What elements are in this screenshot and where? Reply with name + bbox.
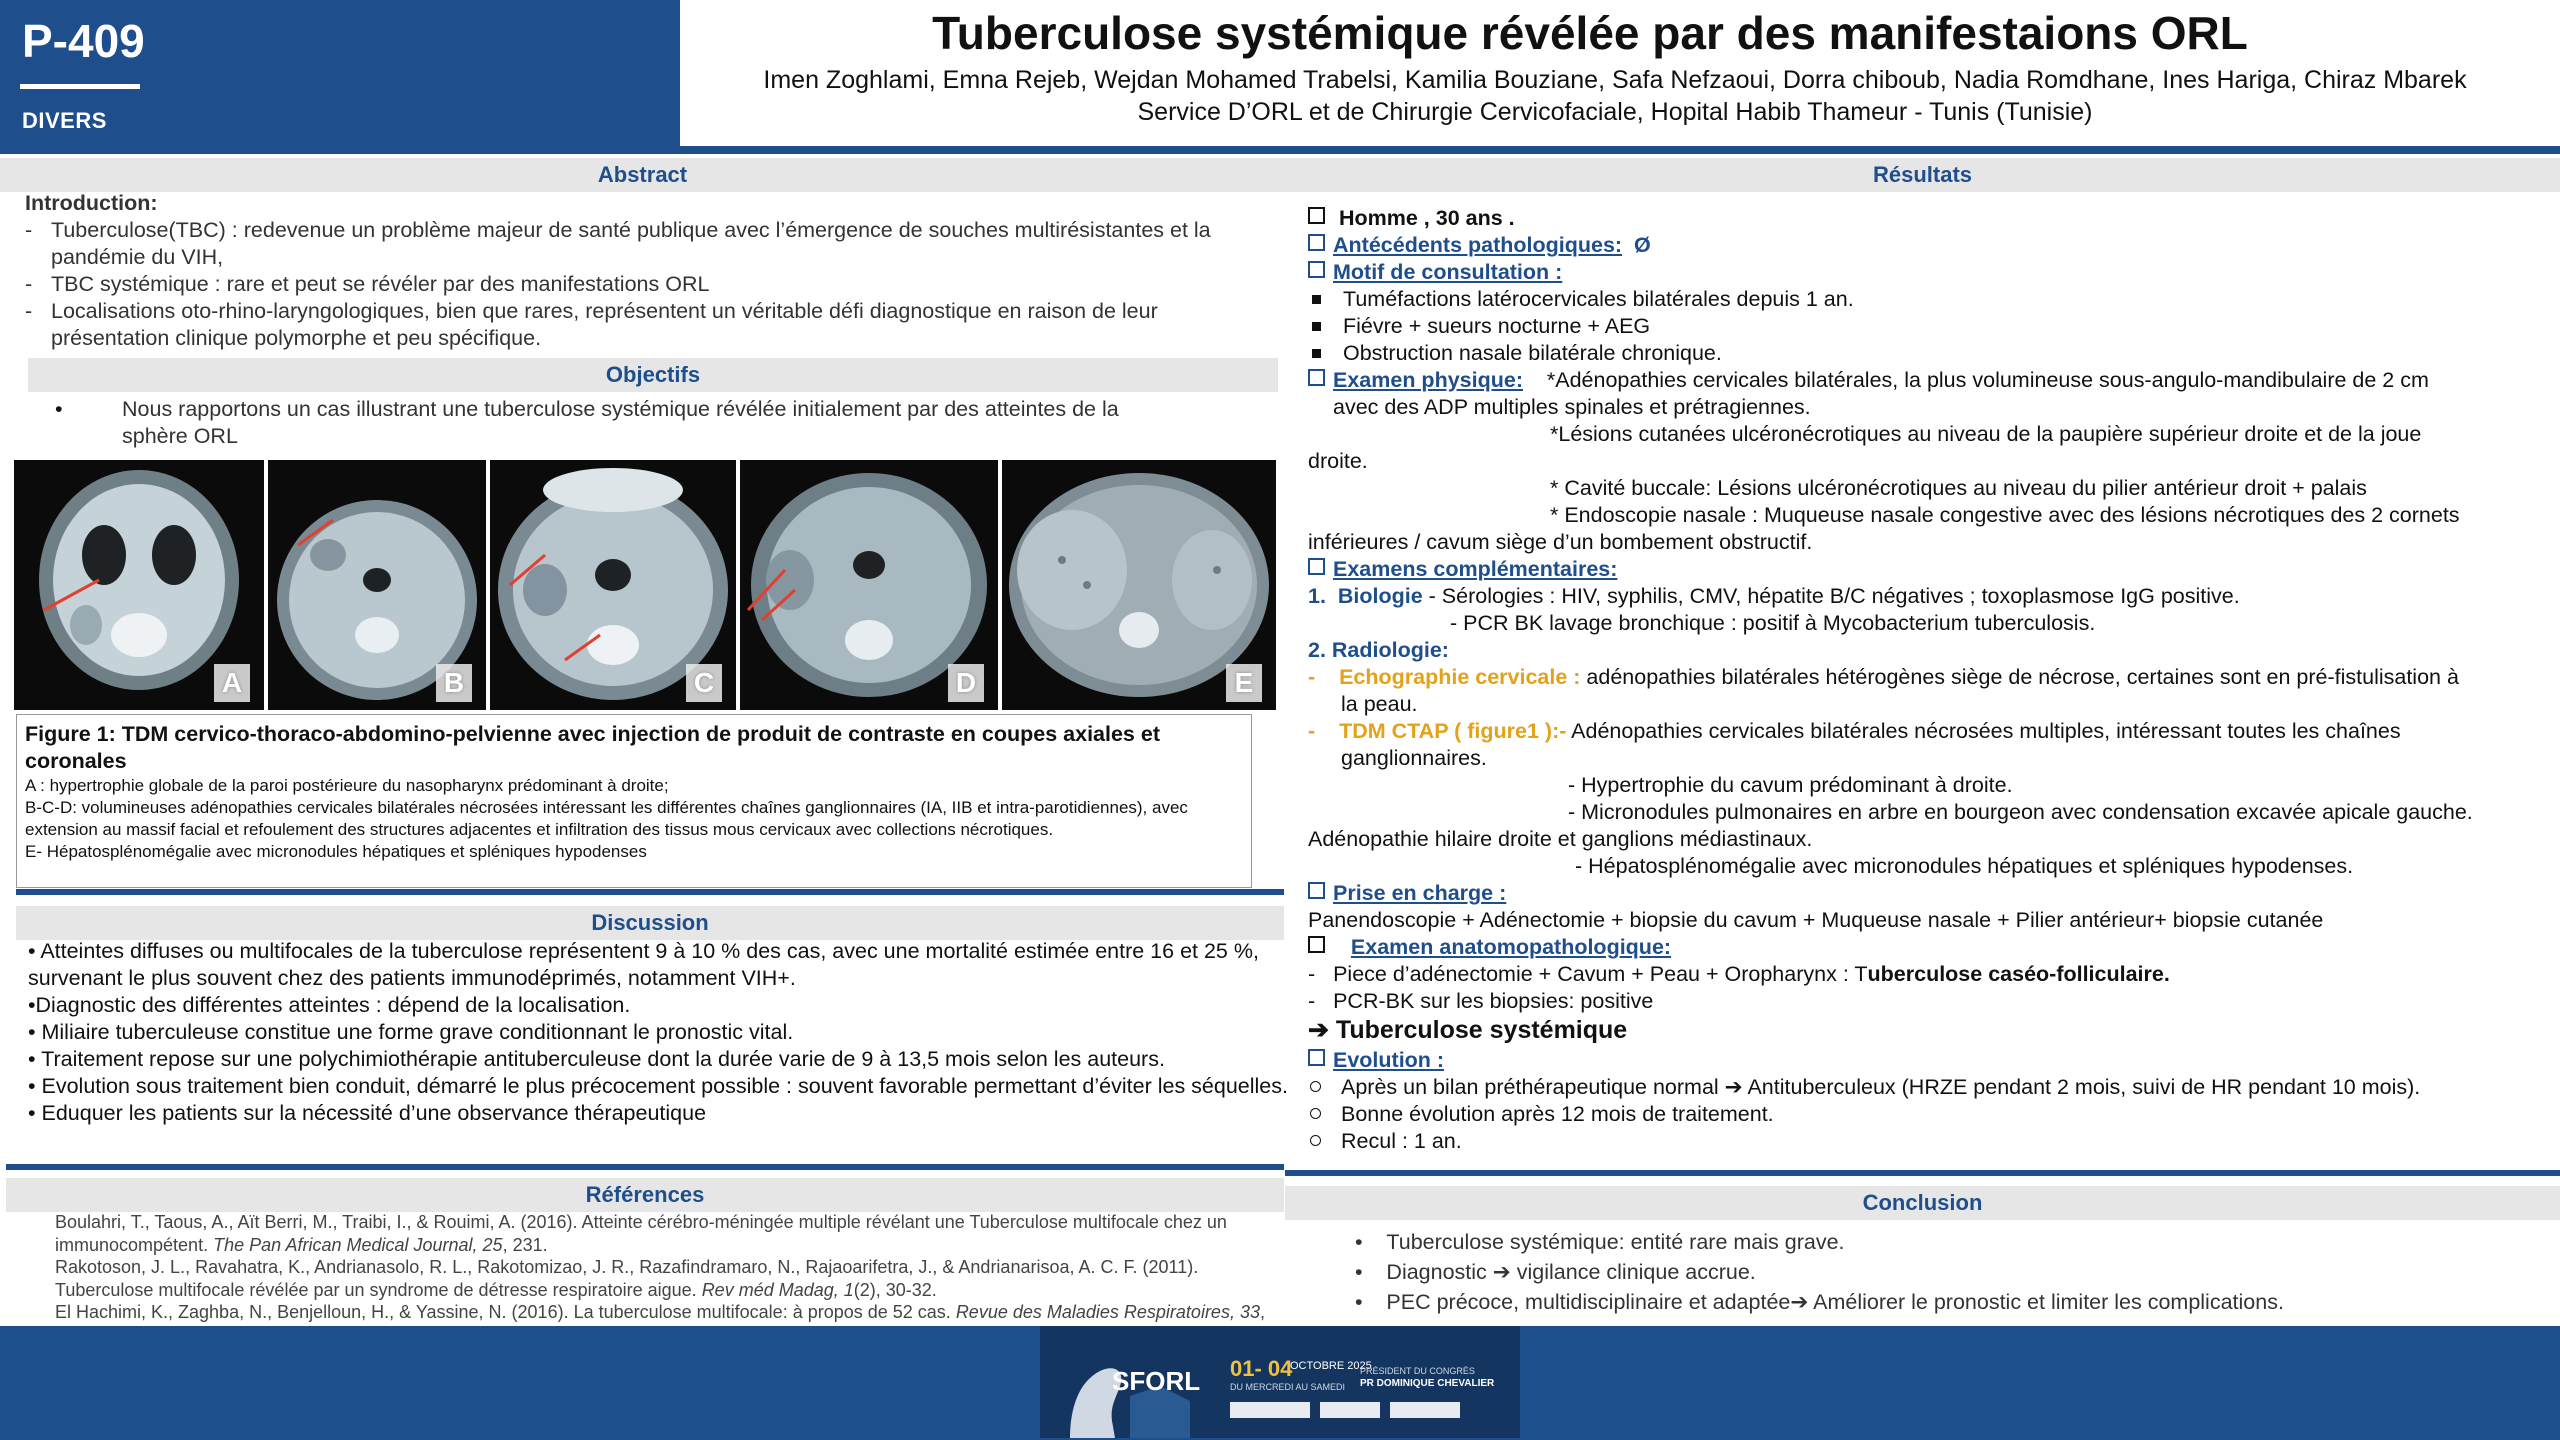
figure-label-a: A xyxy=(214,664,250,702)
examen-line: * Cavité buccale: Lésions ulcéronécrotiques au niveau du pilier antérieur droit + palais xyxy=(1550,476,2367,500)
motif-item: Tuméfactions latérocervicales bilatérales depuis 1 an. xyxy=(1308,286,1854,313)
authors: Imen Zoghlami, Emna Rejeb, Wejdan Mohamed Trabelsi, Kamilia Bouziane, Safa Nefzaoui, Dorra chiboub, Nadia Romdhane, Ines Hariga, Chiraz Mbarek xyxy=(763,66,2467,94)
discussion-item: •Diagnostic des différentes atteintes : dépend de la localisation. xyxy=(28,993,631,1017)
intro-list xyxy=(25,217,1275,352)
sponsor-logo xyxy=(1230,1402,1310,1418)
conclusion-list xyxy=(1355,1227,2535,1317)
objectifs-heading: Objectifs xyxy=(28,358,1278,392)
figure-caption-line: E- Hépatosplénomégalie avec micronodules hépatiques et spléniques hypodenses xyxy=(25,842,647,861)
conclusion-item: • Tuberculose systémique: entité rare mais grave. xyxy=(1355,1230,1845,1254)
poster-authors-block xyxy=(690,64,2540,128)
tdm-line: - Hépatosplénomégalie avec micronodules hépatiques et spléniques hypodenses. xyxy=(1575,854,2354,878)
discussion-item: • Eduquer les patients sur la nécessité d’une observance thérapeutique xyxy=(28,1101,707,1125)
tdm-line: - Micronodules pulmonaires en arbre en bourgeon avec condensation excavée apicale gauche. xyxy=(1568,800,2473,824)
conclusion-item: • Diagnostic ➔ vigilance clinique accrue. xyxy=(1355,1260,1756,1284)
examen-line: * Endoscopie nasale : Muqueuse nasale congestive avec des lésions nécrotiques des 2 cornets xyxy=(1550,503,2460,527)
echo-line: la peau. xyxy=(1341,692,1418,716)
congress-brand: SFORL xyxy=(1112,1366,1201,1396)
affiliation: Service D’ORL et de Chirurgie Cervicofaciale, Hopital Habib Thameur - Tunis (Tunisie) xyxy=(1137,98,2093,126)
examen-line: droite. xyxy=(1308,449,1368,473)
congress-dates: 01- 04 xyxy=(1230,1356,1293,1381)
tdm-line: ganglionnaires. xyxy=(1341,746,1487,770)
intro-item: - Localisations oto-rhino-laryngologiques, bien que rares, représentent un véritable défi diagnostique en raison de leur présentation clinique polymorphe et peu spécifique. xyxy=(25,298,1275,352)
conclusion-heading: Conclusion xyxy=(1285,1186,2560,1220)
congress-days: DU MERCREDI AU SAMEDI xyxy=(1230,1382,1346,1392)
radiologie-label: 2. Radiologie: xyxy=(1308,638,1449,662)
discussion-item: • Miliaire tuberculeuse constitue une forme grave conditionnant le pronostic vital. xyxy=(28,1020,794,1044)
discussion-list xyxy=(28,938,1288,1127)
motif-label: Motif de consultation : xyxy=(1308,259,1562,286)
anapath-item: - PCR-BK sur les biopsies: positive xyxy=(1308,989,1654,1013)
prise-en-charge-text: Panendoscopie + Adénectomie + biopsie du cavum + Muqueuse nasale + Pilier antérieur+ biopsie cutanée xyxy=(1308,908,2324,932)
ct-image-b xyxy=(268,460,486,710)
president-label: PRÉSIDENT DU CONGRÈS xyxy=(1360,1366,1475,1376)
tdm-line: Adénopathie hilaire droite et ganglions médiastinaux. xyxy=(1308,827,1813,851)
examen-line: avec des ADP multiples spinales et prétragiennes. xyxy=(1333,395,1811,419)
intro-item: - TBC systémique : rare et peut se révéler par des manifestations ORL xyxy=(25,271,1275,298)
tdm-line: - TDM CTAP ( figure1 ):- Adénopathies cervicales bilatérales nécrosées multiples, intéressant toutes les chaînes xyxy=(1308,719,2401,743)
poster-title: Tuberculose systémique révélée par des manifestaions ORL xyxy=(932,7,2248,59)
abstract-heading: Abstract xyxy=(0,158,1285,192)
anapath-item: - Piece d’adénectomie + Cavum + Peau + Oropharynx : Tuberculose caséo-folliculaire. xyxy=(1308,962,2170,986)
examen-line: *Lésions cutanées ulcéronécrotiques au niveau de la paupière supérieur droite et de la joue xyxy=(1550,422,2422,446)
poster-code: P-409 xyxy=(22,15,145,67)
figure-caption-line: B-C-D: volumineuses adénopathies cervicales bilatérales nécrosées intéressant les différentes chaînes ganglionnaires (IA, IIB et intra-parotidiennes), avec extension au massif facial et refoulement des structures adjacentes et infiltration des tissus mous cervicaux avec collections nécrotiques. xyxy=(25,798,1188,839)
echo-line: - Echographie cervicale : adénopathies bilatérales hétérogènes siège de nécrose, certaines sont en pré-fistulisation à xyxy=(1308,665,2459,689)
figure-caption-body xyxy=(25,775,1240,863)
evolution-label: Evolution : xyxy=(1308,1047,1444,1074)
figure-label-e: E xyxy=(1226,664,1262,702)
prise-en-charge-label: Prise en charge : xyxy=(1308,880,1506,907)
motif-item: Obstruction nasale bilatérale chronique. xyxy=(1308,340,1722,367)
discussion-divider xyxy=(16,889,1284,895)
complementaires-label: Examens complémentaires: xyxy=(1308,556,1617,583)
president-name: PR DOMINIQUE CHEVALIER xyxy=(1360,1378,1495,1389)
conclusion-divider xyxy=(1285,1170,2560,1176)
figure-caption-line: A : hypertrophie globale de la paroi postérieure du nasopharynx prédominant à droite; xyxy=(25,776,669,795)
sponsor-logo xyxy=(1320,1402,1380,1418)
conclusion-item: • PEC précoce, multidisciplinaire et adaptée➔ Améliorer le pronostic et limiter les complications. xyxy=(1355,1290,2284,1314)
discussion-item: • Evolution sous traitement bien conduit, démarré le plus précocement possible : souvent favorable permettant d’éviter les séquelles. xyxy=(28,1074,1288,1098)
ct-image-a xyxy=(14,460,264,710)
evolution-item: Recul : 1 an. xyxy=(1308,1128,1462,1155)
congress-banner xyxy=(1040,1326,1520,1438)
header-divider xyxy=(0,146,2560,154)
discussion-item: • Traitement repose sur une polychimiothérapie antituberculeuse dont la durée varie de 9 à 13,5 mois selon les auteurs. xyxy=(28,1047,1165,1071)
figure-label-c: C xyxy=(686,664,722,702)
reference-item: Boulahri, T., Taous, A., Aït Berri, M., Traibi, I., & Rouimi, A. (2016). Atteinte cérébro-méningée multiple révélant une Tuberculose multifocale chez un immunocompétent. The Pan African Medical Journal, 25, 231. xyxy=(55,1212,1227,1255)
objectifs-text: Nous rapportons un cas illustrant une tuberculose systémique révélée initialement par des atteintes de la sphère ORL xyxy=(122,397,1119,448)
discussion-item: • Atteintes diffuses ou multifocales de la tuberculose représentent 9 à 10 % des cas, avec une mortalité estimée entre 16 et 25 %, survenant le plus souvent chez des patients immunodéprimés, notamment VIH+. xyxy=(28,939,1259,990)
figure-caption-title: Figure 1: TDM cervico-thoraco-abdomino-pelvienne avec injection de produit de contraste en coupes axiales et coronales xyxy=(25,722,1160,773)
antecedents: Antécédents pathologiques: Ø xyxy=(1308,232,1651,259)
examen-line: inférieures / cavum siège d’un bombement obstructif. xyxy=(1308,530,1813,554)
evolution-item: Bonne évolution après 12 mois de traitement. xyxy=(1308,1101,1774,1128)
code-divider xyxy=(20,84,140,89)
motif-item: Fiévre + sueurs nocturne + AEG xyxy=(1308,313,1650,340)
figure-caption-box xyxy=(16,714,1252,888)
biologie-line: - PCR BK lavage bronchique : positif à Mycobacterium tuberculosis. xyxy=(1450,611,2096,635)
objectifs-item xyxy=(55,396,1185,450)
patient-info: Homme , 30 ans . xyxy=(1308,205,1515,232)
congress-month: OCTOBRE 2025 xyxy=(1290,1360,1372,1372)
biologie-line: 1. Biologie - Sérologies : HIV, syphilis, CMV, hépatite B/C négatives ; toxoplasmose IgG positive. xyxy=(1308,584,2240,608)
intro-label: Introduction: xyxy=(25,191,158,215)
figure-label-b: B xyxy=(436,664,472,702)
objectifs-bullet: • xyxy=(55,397,63,421)
evolution-item: Après un bilan préthérapeutique normal ➔ Antituberculeux (HRZE pendant 2 mois, suivi de HR pendant 10 mois). xyxy=(1308,1074,2420,1101)
ct-image-e xyxy=(1002,460,1276,710)
reference-item: Rakotoson, J. L., Ravahatra, K., Andrianasolo, R. L., Rakotomizao, J. R., Razafindramaro, N., Rajaoarifetra, J., & Andrianarisoa, A. C. F. (2011). Tuberculose multifocale révélée par un syndrome de détresse respiratoire aigue. Rev méd Madag, 1(2), 30-32. xyxy=(55,1257,1199,1300)
figure-label-d: D xyxy=(948,664,984,702)
poster-category: DIVERS xyxy=(22,108,107,133)
intro-item: - Tuberculose(TBC) : redevenue un problème majeur de santé publique avec l’émergence de souches multirésistantes et la pandémie du VIH, xyxy=(25,217,1275,271)
references-heading: Références xyxy=(6,1178,1284,1212)
ct-image-d xyxy=(740,460,998,710)
sponsor-logo xyxy=(1390,1402,1460,1418)
references-divider xyxy=(6,1164,1284,1170)
diagnosis-conclusion: ➔ Tuberculose systémique xyxy=(1308,1016,1628,1044)
tdm-line: - Hypertrophie du cavum prédominant à droite. xyxy=(1568,773,2013,797)
ct-image-c xyxy=(490,460,736,710)
examen-physique: Examen physique: *Adénopathies cervicales bilatérales, la plus volumineuse sous-angulo-mandibulaire de 2 cm xyxy=(1308,367,2429,394)
resultats-heading: Résultats xyxy=(1285,158,2560,192)
reference-item: El Hachimi, K., Zaghba, N., Benjelloun, H., & Yassine, N. (2016). La tuberculose multifocale: à propos de 52 cas. Revue des Maladies Respiratoires, 33, xyxy=(55,1302,1265,1322)
anapath-label: Examen anatomopathologique: xyxy=(1308,934,1671,961)
discussion-heading: Discussion xyxy=(16,906,1284,940)
